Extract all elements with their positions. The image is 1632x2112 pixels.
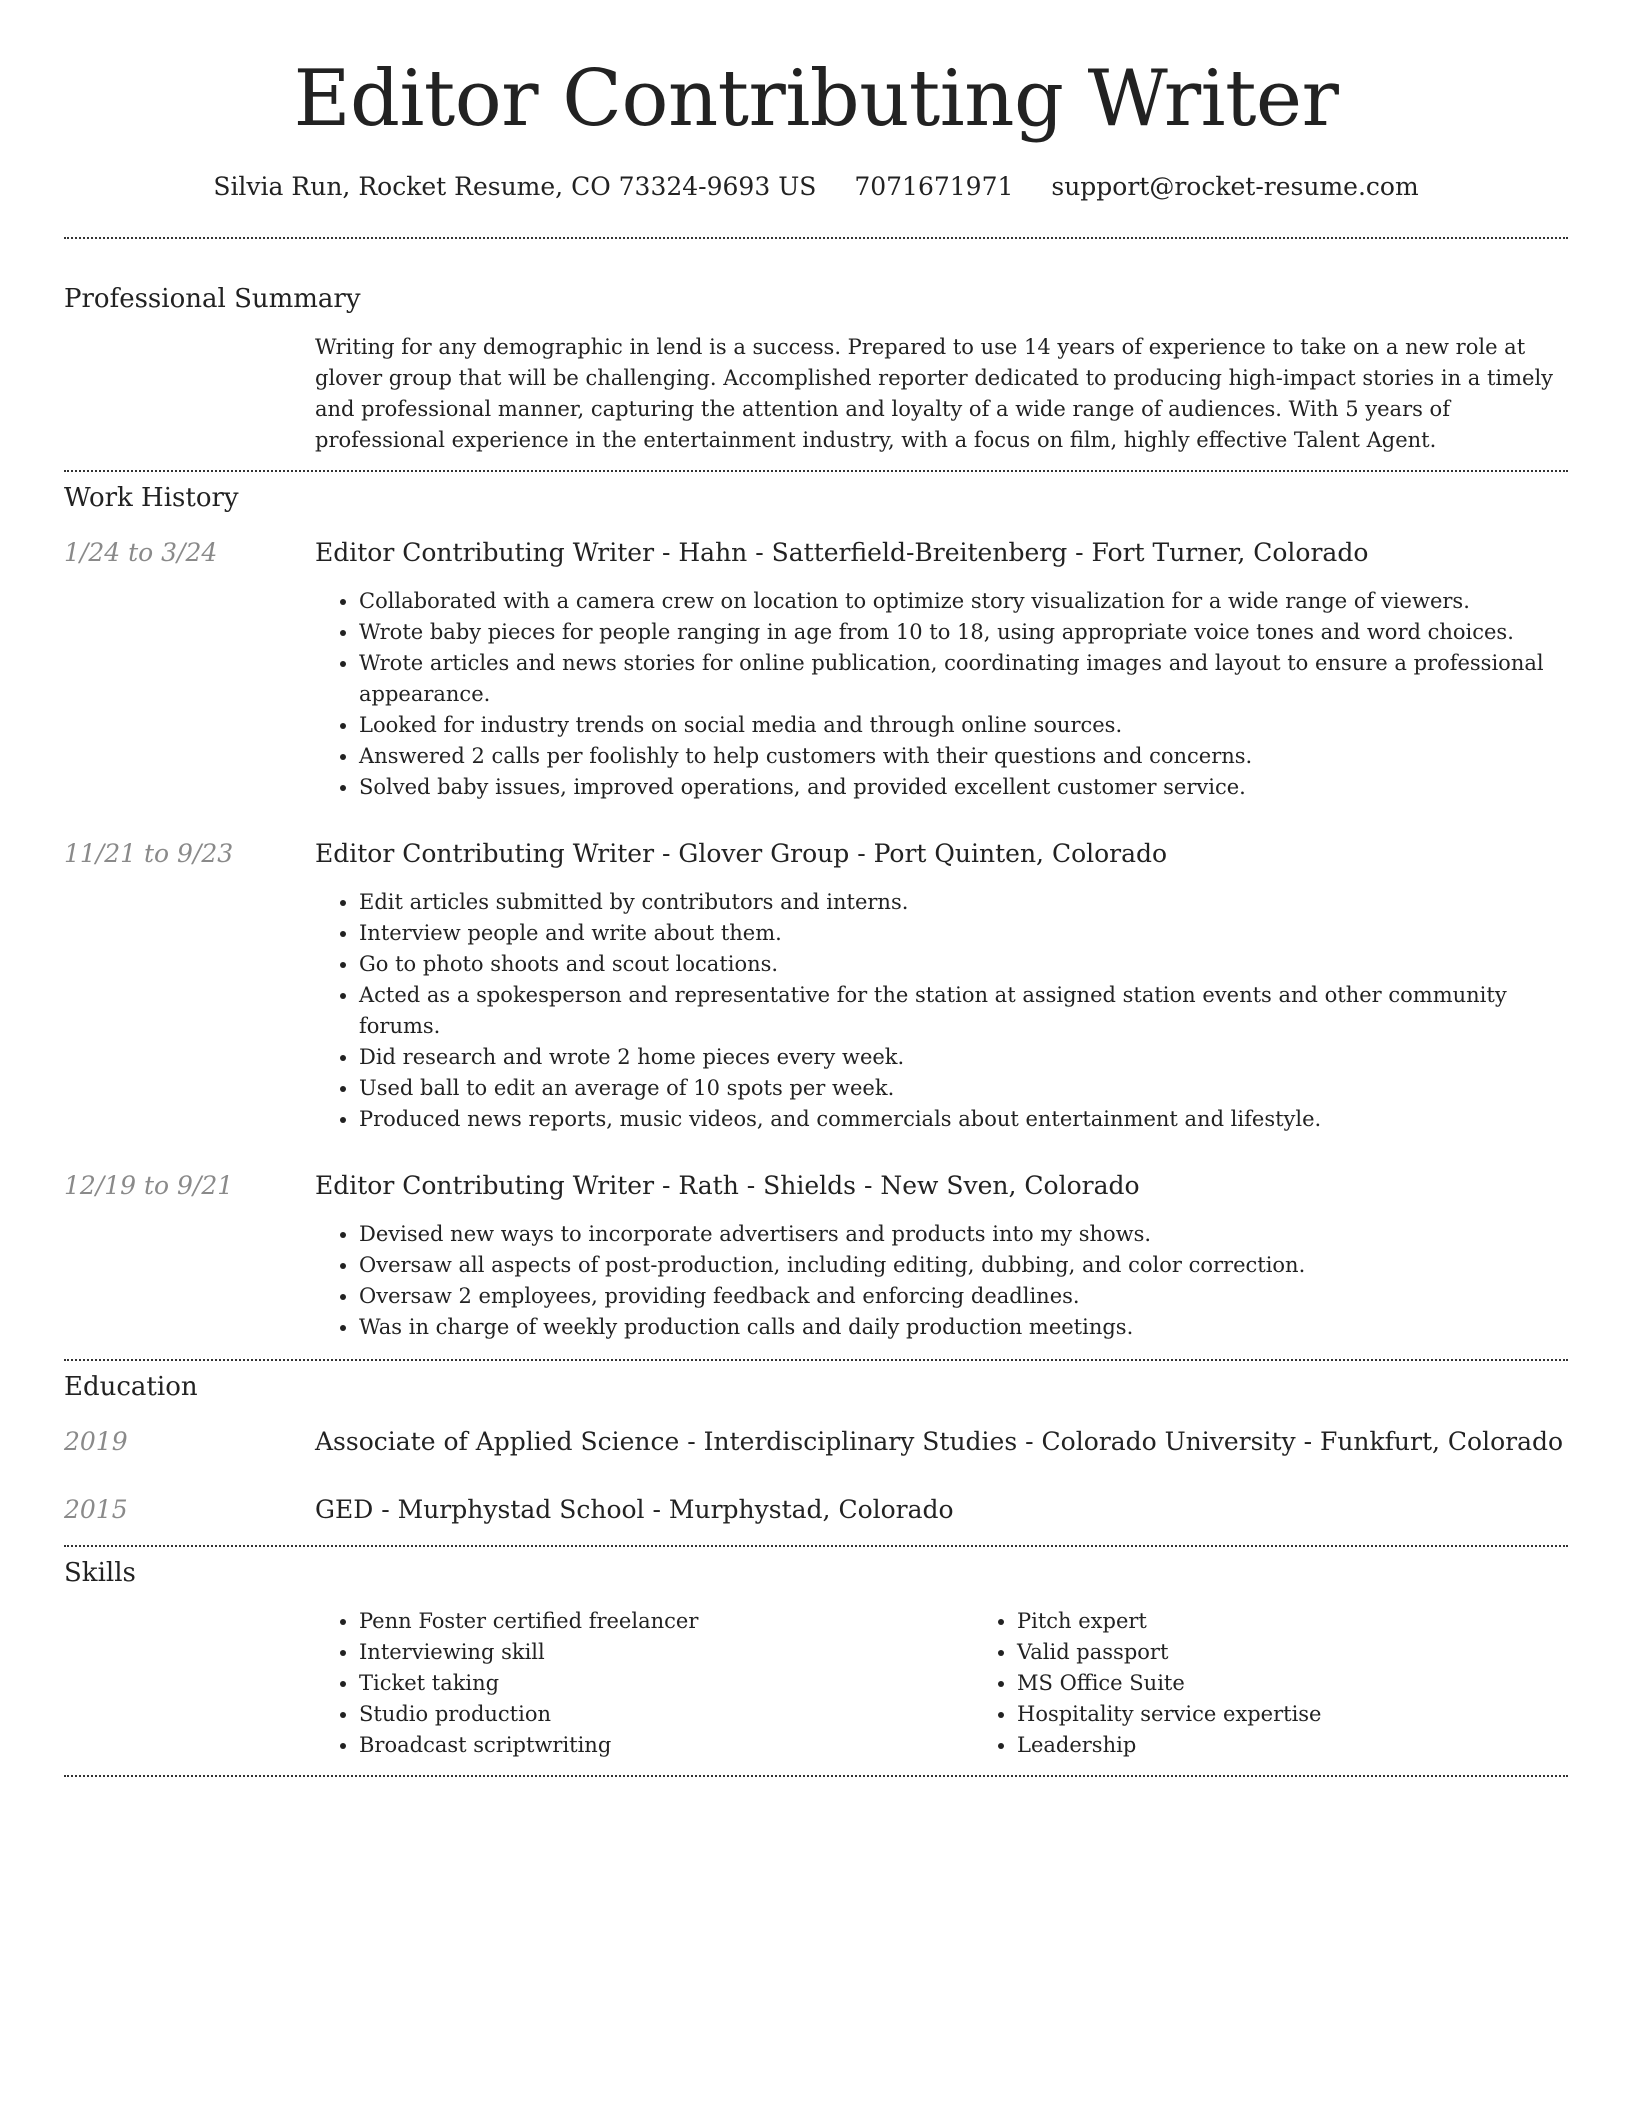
job-bullets bbox=[315, 887, 1568, 1135]
list-item: • Answered 2 calls per foolishly to help customers with their questions and concerns. bbox=[359, 741, 1568, 772]
contact-email: support@rocket-resume.com bbox=[1051, 172, 1419, 201]
contact-address: Silvia Run, Rocket Resume, CO 73324-9693 US bbox=[213, 172, 817, 201]
list-item: • Ticket taking bbox=[359, 1668, 973, 1699]
list-item: • Did research and wrote 2 home pieces every week. bbox=[359, 1042, 1568, 1073]
job-bullets bbox=[315, 1219, 1568, 1343]
divider bbox=[64, 1775, 1568, 1777]
resume-page bbox=[64, 0, 1568, 1777]
education-year: 2019 bbox=[64, 1427, 128, 1456]
skills-list-left bbox=[315, 1606, 973, 1761]
list-item: • Edit articles submitted by contributors and interns. bbox=[359, 887, 1568, 918]
list-item: • Leadership bbox=[1017, 1730, 1568, 1761]
list-item: • MS Office Suite bbox=[1017, 1668, 1568, 1699]
job-dates: 1/24 to 3/24 bbox=[64, 538, 218, 567]
section-title-education: Education bbox=[64, 1372, 198, 1402]
job-dates: 11/21 to 9/23 bbox=[64, 839, 234, 868]
list-item: • Devised new ways to incorporate advertisers and products into my shows. bbox=[359, 1219, 1568, 1250]
job-title: Editor Contributing Writer - Hahn - Satterfield-Breitenberg - Fort Turner, Colorado bbox=[315, 538, 1369, 567]
work-history-section bbox=[64, 472, 1568, 1343]
list-item: • Pitch expert bbox=[1017, 1606, 1568, 1637]
summary-section bbox=[64, 239, 1568, 456]
list-item: • Oversaw 2 employees, providing feedback and enforcing deadlines. bbox=[359, 1281, 1568, 1312]
job-title: Editor Contributing Writer - Rath - Shields - New Sven, Colorado bbox=[315, 1171, 1140, 1200]
summary-text: Writing for any demographic in lend is a success. Prepared to use 14 years of experience to take on a new role at glover group that will be challenging. Accomplished reporter dedicated to producing high-impact stories in a timely and professional manner, capturing the attention and loyalty of a wide range of audiences. With 5 years of professional experience in the entertainment industry, with a focus on film, highly effective Talent Agent. bbox=[315, 335, 1554, 452]
education-year: 2015 bbox=[64, 1495, 128, 1524]
education-text: Associate of Applied Science - Interdisciplinary Studies - Colorado University - Funkfurt, Colorado bbox=[315, 1427, 1564, 1456]
list-item: • Produced news reports, music videos, and commercials about entertainment and lifestyle. bbox=[359, 1104, 1568, 1135]
list-item: • Studio production bbox=[359, 1699, 973, 1730]
resume-name: Editor Contributing Writer bbox=[293, 54, 1339, 144]
section-title-work: Work History bbox=[64, 483, 239, 513]
list-item: • Solved baby issues, improved operations, and provided excellent customer service. bbox=[359, 772, 1568, 803]
job-bullets bbox=[315, 586, 1568, 803]
job-entry bbox=[64, 839, 1568, 1135]
list-item: • Penn Foster certified freelancer bbox=[359, 1606, 973, 1637]
skills-section bbox=[64, 1547, 1568, 1761]
job-title: Editor Contributing Writer - Glover Group - Port Quinten, Colorado bbox=[315, 839, 1168, 868]
contact-phone: 7071671971 bbox=[854, 172, 1014, 201]
list-item: • Looked for industry trends on social media and through online sources. bbox=[359, 710, 1568, 741]
education-entry bbox=[64, 1495, 1568, 1525]
list-item: • Go to photo shoots and scout locations. bbox=[359, 949, 1568, 980]
list-item: • Wrote baby pieces for people ranging in age from 10 to 18, using appropriate voice tones and word choices. bbox=[359, 617, 1568, 648]
skills-list-right bbox=[973, 1606, 1568, 1761]
list-item: • Used ball to edit an average of 10 spots per week. bbox=[359, 1073, 1568, 1104]
list-item: • Wrote articles and news stories for online publication, coordinating images and layout to ensure a professional appearance. bbox=[359, 648, 1568, 710]
list-item: • Oversaw all aspects of post-production, including editing, dubbing, and color correction. bbox=[359, 1250, 1568, 1281]
list-item: • Collaborated with a camera crew on location to optimize story visualization for a wide range of viewers. bbox=[359, 586, 1568, 617]
list-item: • Broadcast scriptwriting bbox=[359, 1730, 973, 1761]
section-title-summary: Professional Summary bbox=[64, 284, 361, 314]
education-entry bbox=[64, 1427, 1568, 1457]
list-item: • Was in charge of weekly production calls and daily production meetings. bbox=[359, 1312, 1568, 1343]
education-text: GED - Murphystad School - Murphystad, Colorado bbox=[315, 1495, 954, 1524]
list-item: • Interview people and write about them. bbox=[359, 918, 1568, 949]
list-item: • Acted as a spokesperson and representative for the station at assigned station events and other community forums. bbox=[359, 980, 1568, 1042]
section-title-skills: Skills bbox=[64, 1558, 136, 1588]
list-item: • Hospitality service expertise bbox=[1017, 1699, 1568, 1730]
job-entry bbox=[64, 1171, 1568, 1343]
education-section bbox=[64, 1361, 1568, 1525]
job-entry bbox=[64, 538, 1568, 803]
job-dates: 12/19 to 9/21 bbox=[64, 1171, 234, 1200]
list-item: • Valid passport bbox=[1017, 1637, 1568, 1668]
list-item: • Interviewing skill bbox=[359, 1637, 973, 1668]
contact-line bbox=[64, 174, 1568, 199]
